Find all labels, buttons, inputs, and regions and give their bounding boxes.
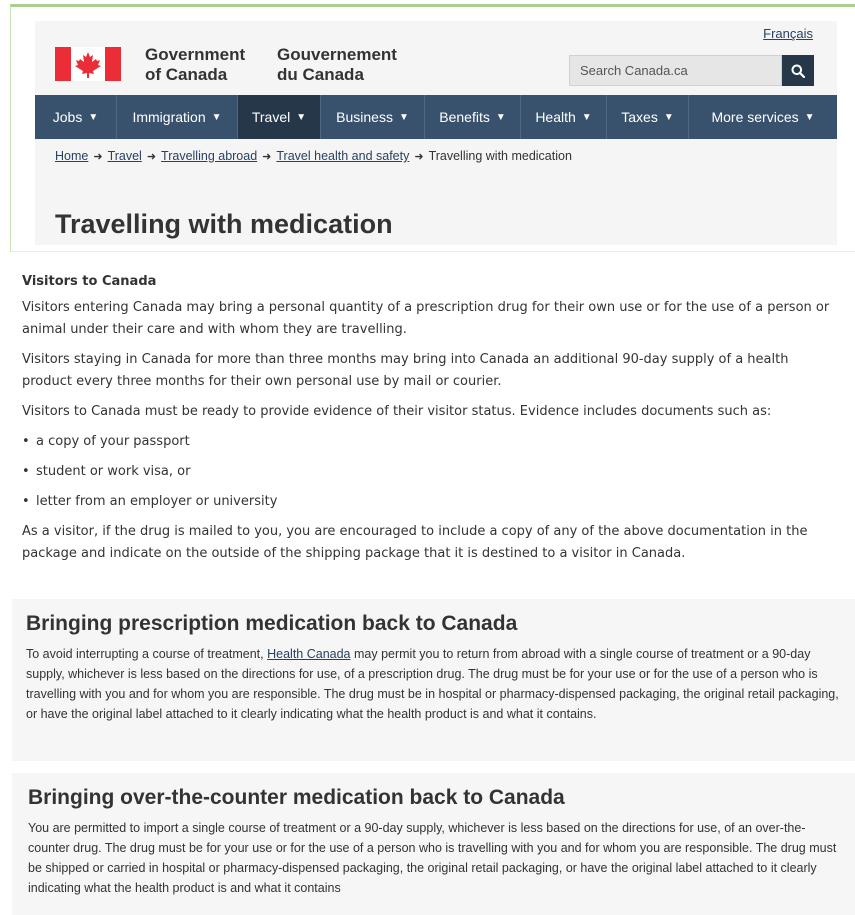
list-item: • letter from an employer or university [22,491,832,513]
search-button[interactable] [782,55,814,86]
header-screenshot [10,4,855,252]
canada-flag-icon [55,47,121,81]
chevron-down-icon: ▼ [296,111,307,123]
menu-item-health[interactable]: Health ▼ [521,95,607,139]
signature-english[interactable]: Government of Canada [145,45,246,84]
signature-french[interactable]: Gouvernement du Canada [277,45,397,84]
menu-item-benefits[interactable]: Benefits ▼ [425,95,521,139]
arrow-right-icon: ➜ [146,151,157,163]
page-title: Travelling with medication [55,209,393,239]
visitors-paragraph: Visitors staying in Canada for more than three months may bring into Canada an additional 90-day supply of a health product every three months for their own personal use by mail or courier. [22,352,789,389]
chevron-down-icon: ▼ [88,111,99,123]
arrow-right-icon: ➜ [414,151,424,163]
arrow-right-icon: ➜ [93,151,103,163]
visitors-paragraph: Visitors to Canada must be ready to provide evidence of their visitor status. Evidence includes documents such as: [22,404,772,419]
menu-item-travel[interactable]: Travel ▼ [238,95,321,139]
prescription-section [12,599,855,761]
otc-section [12,773,855,915]
breadcrumb-current: Travelling with medication [428,149,572,163]
otc-paragraph: You are permitted to import a single course of treatment or a 90-day supply, whichever is less based on the directions for use, of an over-the-counter drug. The drug must be for your use or for the use of a person who is travelling with you and for whom you are responsible. The drug must be shipped or carried in hospital or pharmacy-dispensed packaging, the original retail packaging, or have the original label attached to it clearly indicating what the health product is and what it contains [28,821,837,895]
visitors-paragraph: Visitors entering Canada may bring a personal quantity of a prescription drug for their own use or for the use of a person or animal under their care and with whom they are travelling. [22,300,830,337]
bullet-icon: • [22,434,30,449]
chevron-down-icon: ▼ [663,111,674,123]
search-icon [791,64,805,78]
breadcrumb-link-travel[interactable]: Travel [107,149,142,163]
search-input[interactable]: Search Canada.ca [569,55,782,86]
list-item: • a copy of your passport [22,431,832,453]
chevron-down-icon: ▼ [804,111,815,123]
chevron-down-icon: ▼ [211,111,222,123]
otc-heading: Bringing over-the-counter medication back to Canada [28,786,565,809]
breadcrumb [55,149,572,163]
menu-item-taxes[interactable]: Taxes ▼ [607,95,689,139]
arrow-right-icon: ➜ [262,151,272,163]
breadcrumb-link-home[interactable]: Home [55,149,89,163]
menu-item-more-services[interactable]: More services ▼ [711,109,815,125]
site-header [35,21,837,245]
menu-item-business[interactable]: Business ▼ [321,95,425,139]
menu-item-jobs[interactable]: Jobs ▼ [35,95,117,139]
visitors-paragraph: As a visitor, if the drug is mailed to you, you are encouraged to include a copy of any of the above documentation in the package and indicate on the outside of the shipping package that it is destined to a visitor in Canada. [22,524,808,561]
bullet-icon: • [22,494,30,509]
breadcrumb-link-travel-health-safety[interactable]: Travel health and safety [276,149,410,163]
chevron-down-icon: ▼ [495,111,506,123]
prescription-paragraph: To avoid interrupting a course of treatment, Health Canada may permit you to return from abroad with a single course of treatment or a 90-day supply, whichever is less based on the directions for use, of a prescription drug. The drug must be for your use or for the use of a person who is travelling with you and for whom you are responsible. The drug must be in hospital or pharmacy-dispensed packaging, the original retail packaging, or have the original label attached to it clearly indicating what the health product is and what it contains. [26,647,839,721]
chevron-down-icon: ▼ [581,111,592,123]
evidence-list [22,431,832,513]
visitors-section [22,274,832,573]
main-menu [35,95,837,139]
visitors-heading: Visitors to Canada [22,274,157,289]
language-toggle-link[interactable]: Français [763,26,813,41]
menu-item-immigration[interactable]: Immigration ▼ [117,95,238,139]
health-canada-link[interactable]: Health Canada [267,647,351,661]
list-item: • student or work visa, or [22,461,832,483]
bullet-icon: • [22,464,30,479]
breadcrumb-link-travelling-abroad[interactable]: Travelling abroad [161,149,258,163]
prescription-heading: Bringing prescription medication back to Canada [26,612,518,635]
chevron-down-icon: ▼ [398,111,409,123]
